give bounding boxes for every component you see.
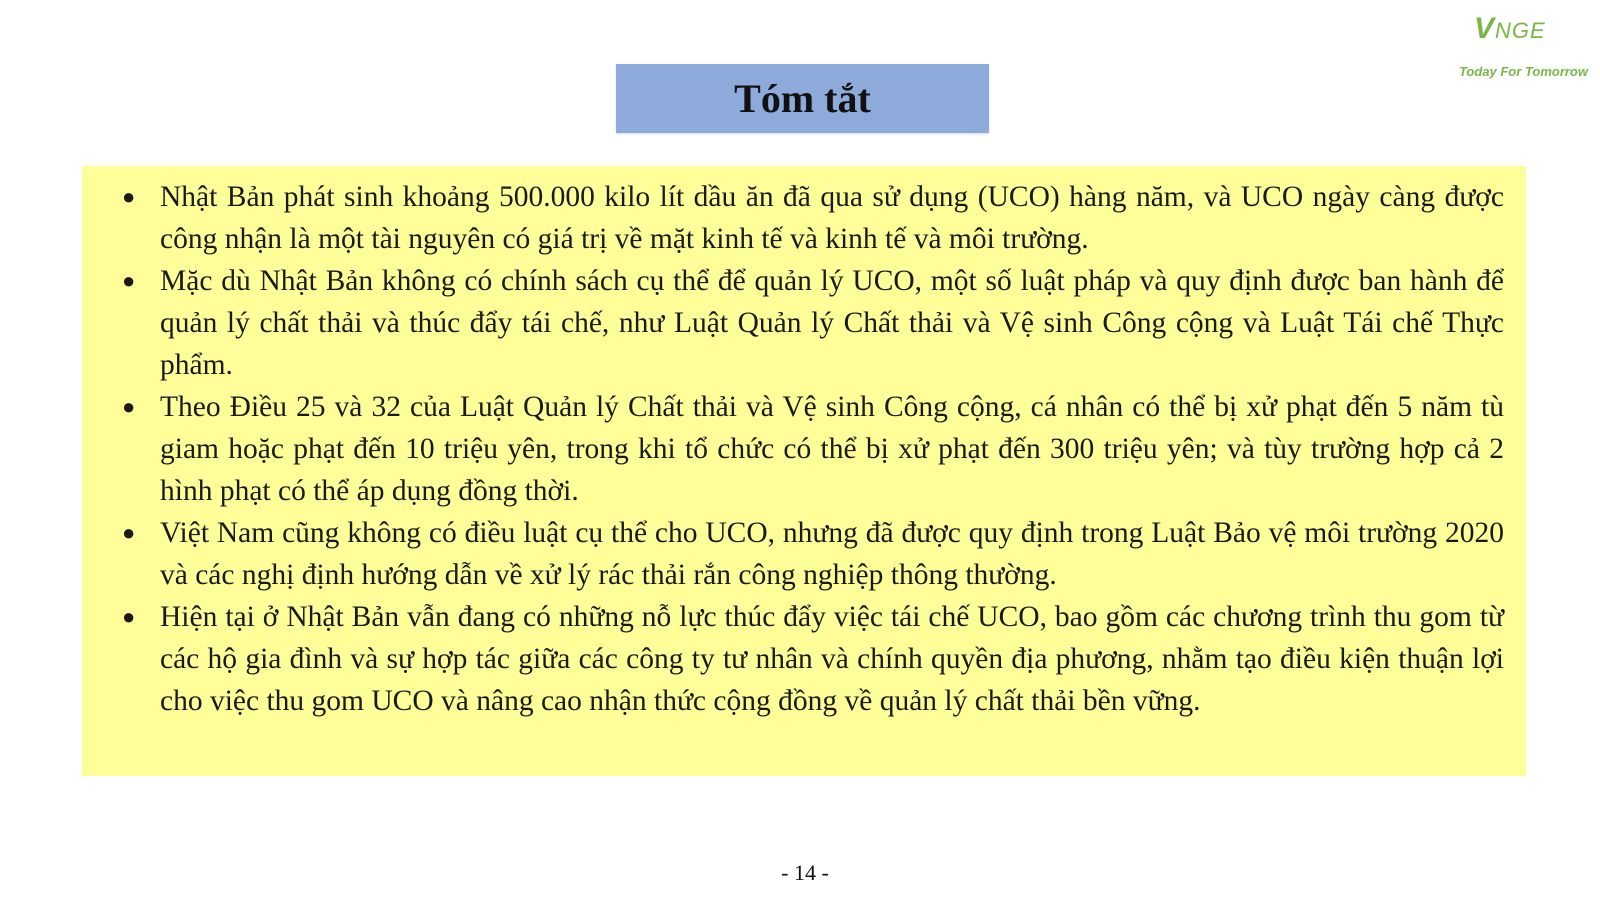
- summary-item-2: ● Mặc dù Nhật Bản không có chính sách cụ thể để quản lý UCO, một số luật pháp và quy định được ban hành để quản lý chất thải và thúc đẩy tái chế, như Luật Quản lý Chất thải và Vệ sinh Công cộng và Luật Tái chế Thực phẩm.: [122, 260, 1504, 386]
- summary-item-5: ● Hiện tại ở Nhật Bản vẫn đang có những nỗ lực thúc đẩy việc tái chế UCO, bao gồm các chương trình thu gom từ các hộ gia đình và sự hợp tác giữa các công ty tư nhân và chính quyền địa phương, nhằm tạo điều kiện thuận lợi cho việc thu gom UCO và nâng cao nhận thức cộng đồng về quản lý chất thải bền vững.: [122, 596, 1504, 722]
- logo-tagline: Today For Tomorrow: [1458, 64, 1588, 79]
- page-title: Tóm tắt: [734, 76, 871, 121]
- bullet-icon: ●: [122, 604, 136, 629]
- bullet-icon: ●: [122, 184, 136, 209]
- summary-item-4: ● Việt Nam cũng không có điều luật cụ thể cho UCO, nhưng đã được quy định trong Luật Bảo vệ môi trường 2020 và các nghị định hướng dẫn về xử lý rác thải rắn công nghiệp thông thường.: [122, 512, 1504, 596]
- logo-mark: VNGE: [1474, 12, 1546, 45]
- title-box: [616, 64, 989, 133]
- page-number: - 14 -: [781, 860, 829, 885]
- summary-list: [122, 176, 1504, 722]
- summary-item-1: ● Nhật Bản phát sinh khoảng 500.000 kilo lít dầu ăn đã qua sử dụng (UCO) hàng năm, và UCO ngày càng được công nhận là một tài nguyên có giá trị về mặt kinh tế và kinh tế và môi trường.: [122, 176, 1504, 260]
- bullet-icon: ●: [122, 394, 136, 419]
- bullet-icon: ●: [122, 268, 136, 293]
- summary-item-3: ● Theo Điều 25 và 32 của Luật Quản lý Chất thải và Vệ sinh Công cộng, cá nhân có thể bị xử phạt đến 5 năm tù giam hoặc phạt đến 10 triệu yên, trong khi tổ chức có thể bị xử phạt đến 300 triệu yên; và tùy trường hợp cả 2 hình phạt có thể áp dụng đồng thời.: [122, 386, 1504, 512]
- summary-box: [82, 166, 1526, 776]
- bullet-icon: ●: [122, 520, 136, 545]
- vnge-logo: [1438, 12, 1588, 82]
